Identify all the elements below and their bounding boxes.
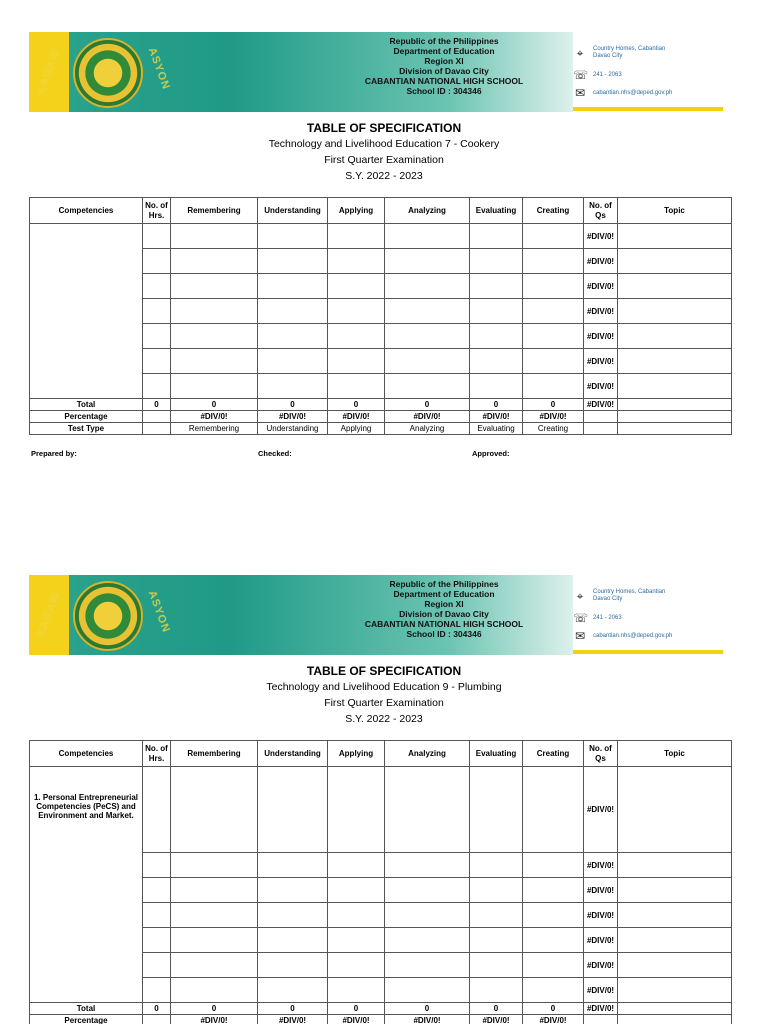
sheet-school-year: S.Y. 2022 - 2023 <box>345 170 423 182</box>
cell-understanding <box>258 324 328 349</box>
header-creating: Creating <box>523 198 584 224</box>
sheet-2-titles <box>0 663 768 727</box>
sheet-school-year: S.Y. 2022 - 2023 <box>345 713 423 725</box>
total-row <box>30 1003 732 1015</box>
cell-topic <box>618 853 732 878</box>
cell-qs: #DIV/0! <box>584 853 618 878</box>
total-analyzing: 0 <box>385 1003 470 1015</box>
sheet-subject: Technology and Livelihood Education 9 - Plumbing <box>266 681 502 693</box>
cell-analyzing <box>385 299 470 324</box>
cell-topic <box>618 374 732 399</box>
cell-understanding <box>258 249 328 274</box>
cell-hours <box>143 224 171 249</box>
specification-table-1 <box>29 197 732 435</box>
cell-creating <box>523 274 584 299</box>
percentage-applying: #DIV/0! <box>328 1015 385 1024</box>
cell-creating <box>523 299 584 324</box>
total-remembering: 0 <box>171 1003 258 1015</box>
cell-applying <box>328 928 385 953</box>
percentage-evaluating: #DIV/0! <box>470 411 523 423</box>
cell-topic <box>618 767 732 853</box>
cell-remembering <box>171 249 258 274</box>
cell-applying <box>328 903 385 928</box>
heading-republic: Republic of the Philippines <box>389 579 499 589</box>
header-remembering: Remembering <box>171 198 258 224</box>
total-label: Total <box>30 1003 143 1015</box>
location-pin-icon: ⌖ <box>576 588 584 603</box>
cell-remembering <box>171 903 258 928</box>
heading-republic: Republic of the Philippines <box>389 36 499 46</box>
cell-hours <box>143 274 171 299</box>
total-row <box>30 399 732 411</box>
heading-department: Department of Education <box>393 46 495 56</box>
cell-qs: #DIV/0! <box>584 978 618 1003</box>
cell-remembering <box>171 349 258 374</box>
seal-ring-text-right: ASYON <box>145 589 173 635</box>
percentage-applying: #DIV/0! <box>328 411 385 423</box>
total-applying: 0 <box>328 1003 385 1015</box>
sheet-title: TABLE OF SPECIFICATION <box>306 121 462 135</box>
cell-evaluating <box>470 953 523 978</box>
percentage-row <box>30 1015 732 1024</box>
cell-qs: #DIV/0! <box>584 767 618 853</box>
cell-qs: #DIV/0! <box>584 903 618 928</box>
cell-analyzing <box>385 374 470 399</box>
cell-topic <box>618 978 732 1003</box>
test-type-topic <box>618 423 732 435</box>
cell-hours <box>143 878 171 903</box>
percentage-qs <box>584 1015 618 1024</box>
cell-analyzing <box>385 953 470 978</box>
cell-applying <box>328 953 385 978</box>
location-pin-icon: ⌖ <box>576 45 584 60</box>
address-line-1: Country Homes, Cabantian <box>593 589 666 595</box>
phone-number: 241 - 2063 <box>593 615 622 621</box>
cell-hours <box>143 767 171 853</box>
phone-icon: ☏ <box>573 611 589 625</box>
test-type-applying: Applying <box>328 423 385 435</box>
contact-block <box>573 575 723 655</box>
cell-topic <box>618 349 732 374</box>
cell-topic <box>618 903 732 928</box>
total-hours: 0 <box>143 399 171 411</box>
test-type-row <box>30 423 732 435</box>
cell-evaluating <box>470 928 523 953</box>
percentage-remembering: #DIV/0! <box>171 411 258 423</box>
seal-ring-text-left: KAGAW <box>35 47 63 97</box>
cell-analyzing <box>385 224 470 249</box>
cell-analyzing <box>385 324 470 349</box>
header-analyzing: Analyzing <box>385 198 470 224</box>
heading-region: Region XI <box>424 56 464 66</box>
cell-qs: #DIV/0! <box>584 274 618 299</box>
cell-remembering <box>171 767 258 853</box>
cell-remembering <box>171 853 258 878</box>
cell-hours <box>143 903 171 928</box>
cell-understanding <box>258 274 328 299</box>
header-understanding: Understanding <box>258 198 328 224</box>
cell-topic <box>618 274 732 299</box>
total-topic <box>618 399 732 411</box>
school-seal-icon <box>73 38 143 108</box>
school-heading <box>319 36 569 96</box>
cell-hours <box>143 853 171 878</box>
percentage-hours <box>143 1015 171 1024</box>
phone-icon: ☏ <box>573 68 589 82</box>
percentage-topic <box>618 1015 732 1024</box>
cell-qs: #DIV/0! <box>584 299 618 324</box>
cell-hours <box>143 349 171 374</box>
total-analyzing: 0 <box>385 399 470 411</box>
percentage-analyzing: #DIV/0! <box>385 411 470 423</box>
sheet-subject: Technology and Livelihood Education 7 - Cookery <box>268 138 500 150</box>
cell-evaluating <box>470 878 523 903</box>
specification-table-2 <box>29 740 732 1024</box>
cell-understanding <box>258 224 328 249</box>
table-header-row <box>30 198 732 224</box>
cell-evaluating <box>470 249 523 274</box>
total-hours: 0 <box>143 1003 171 1015</box>
cell-qs: #DIV/0! <box>584 224 618 249</box>
test-type-analyzing: Analyzing <box>385 423 470 435</box>
test-type-evaluating: Evaluating <box>470 423 523 435</box>
contact-accent-bar <box>573 107 723 111</box>
percentage-understanding: #DIV/0! <box>258 411 328 423</box>
cell-creating <box>523 953 584 978</box>
header-analyzing: Analyzing <box>385 741 470 767</box>
cell-analyzing <box>385 349 470 374</box>
cell-hours <box>143 953 171 978</box>
heading-school: CABANTIAN NATIONAL HIGH SCHOOL <box>364 76 524 86</box>
total-understanding: 0 <box>258 1003 328 1015</box>
cell-creating <box>523 349 584 374</box>
cell-remembering <box>171 374 258 399</box>
cell-creating <box>523 324 584 349</box>
email-icon: ✉ <box>574 86 586 100</box>
total-creating: 0 <box>523 399 584 411</box>
cell-analyzing <box>385 903 470 928</box>
test-type-qs <box>584 423 618 435</box>
cell-topic <box>618 224 732 249</box>
email-address: cabantian.nhs@deped.gov.ph <box>593 90 673 96</box>
heading-division: Division of Davao City <box>399 66 489 76</box>
approved-label: Approved: <box>472 449 510 458</box>
cell-competencies <box>30 224 143 399</box>
checked-label: Checked: <box>258 449 292 458</box>
header-creating: Creating <box>523 741 584 767</box>
percentage-creating: #DIV/0! <box>523 1015 584 1024</box>
cell-hours <box>143 374 171 399</box>
heading-school-id: School ID : 304346 <box>406 86 482 96</box>
cell-analyzing <box>385 767 470 853</box>
header-qs: No. of Qs <box>584 198 618 224</box>
cell-applying <box>328 878 385 903</box>
cell-qs: #DIV/0! <box>584 928 618 953</box>
total-creating: 0 <box>523 1003 584 1015</box>
percentage-row <box>30 411 732 423</box>
percentage-label: Percentage <box>30 1015 143 1024</box>
contact-accent-bar <box>573 650 723 654</box>
cell-applying <box>328 324 385 349</box>
header-evaluating: Evaluating <box>470 198 523 224</box>
sheet-1-titles <box>0 120 768 184</box>
table-row <box>30 224 732 249</box>
cell-analyzing <box>385 878 470 903</box>
heading-division: Division of Davao City <box>399 609 489 619</box>
school-banner-2 <box>29 575 723 655</box>
school-banner <box>29 32 723 112</box>
percentage-analyzing: #DIV/0! <box>385 1015 470 1024</box>
percentage-creating: #DIV/0! <box>523 411 584 423</box>
cell-understanding <box>258 878 328 903</box>
cell-applying <box>328 274 385 299</box>
cell-evaluating <box>470 224 523 249</box>
cell-topic <box>618 249 732 274</box>
cell-remembering <box>171 878 258 903</box>
total-topic <box>618 1003 732 1015</box>
cell-applying <box>328 249 385 274</box>
percentage-understanding: #DIV/0! <box>258 1015 328 1024</box>
percentage-remembering: #DIV/0! <box>171 1015 258 1024</box>
contact-address <box>573 46 665 60</box>
cell-creating <box>523 978 584 1003</box>
cell-understanding <box>258 374 328 399</box>
cell-understanding <box>258 853 328 878</box>
cell-analyzing <box>385 928 470 953</box>
test-type-hours <box>143 423 171 435</box>
table-header-row <box>30 741 732 767</box>
cell-analyzing <box>385 249 470 274</box>
total-evaluating: 0 <box>470 399 523 411</box>
percentage-evaluating: #DIV/0! <box>470 1015 523 1024</box>
header-hours: No. of Hrs. <box>143 198 171 224</box>
cell-understanding <box>258 349 328 374</box>
cell-analyzing <box>385 978 470 1003</box>
header-applying: Applying <box>328 198 385 224</box>
total-applying: 0 <box>328 399 385 411</box>
address-line-2: Davao City <box>593 596 623 602</box>
test-type-remembering: Remembering <box>171 423 258 435</box>
total-evaluating: 0 <box>470 1003 523 1015</box>
cell-remembering <box>171 953 258 978</box>
cell-remembering <box>171 299 258 324</box>
cell-evaluating <box>470 324 523 349</box>
percentage-topic <box>618 411 732 423</box>
cell-evaluating <box>470 374 523 399</box>
total-understanding: 0 <box>258 399 328 411</box>
cell-creating <box>523 767 584 853</box>
test-type-understanding: Understanding <box>258 423 328 435</box>
cell-competencies: 1. Personal Entrepreneurial Competencies (PeCS) and Environment and Market. <box>30 767 143 1003</box>
address-line-2: Davao City <box>593 53 623 59</box>
total-qs: #DIV/0! <box>584 1003 618 1015</box>
percentage-qs <box>584 411 618 423</box>
seal-ring-text-left: KAGAW <box>35 590 63 640</box>
contact-block <box>573 32 723 112</box>
cell-creating <box>523 853 584 878</box>
cell-qs: #DIV/0! <box>584 878 618 903</box>
cell-hours <box>143 978 171 1003</box>
test-type-label: Test Type <box>30 423 143 435</box>
cell-understanding <box>258 903 328 928</box>
sheet-title: TABLE OF SPECIFICATION <box>306 664 462 678</box>
header-competencies: Competencies <box>30 741 143 767</box>
cell-creating <box>523 903 584 928</box>
header-understanding: Understanding <box>258 741 328 767</box>
cell-evaluating <box>470 767 523 853</box>
cell-remembering <box>171 928 258 953</box>
cell-hours <box>143 249 171 274</box>
header-applying: Applying <box>328 741 385 767</box>
cell-evaluating <box>470 349 523 374</box>
cell-creating <box>523 878 584 903</box>
total-qs: #DIV/0! <box>584 399 618 411</box>
cell-creating <box>523 928 584 953</box>
cell-understanding <box>258 299 328 324</box>
contact-address <box>573 589 665 603</box>
cell-qs: #DIV/0! <box>584 349 618 374</box>
heading-school-id: School ID : 304346 <box>406 629 482 639</box>
cell-topic <box>618 928 732 953</box>
cell-understanding <box>258 767 328 853</box>
header-topic: Topic <box>618 741 732 767</box>
cell-hours <box>143 324 171 349</box>
cell-remembering <box>171 324 258 349</box>
email-address: cabantian.nhs@deped.gov.ph <box>593 633 673 639</box>
seal-ring-text-right: ASYON <box>145 46 173 92</box>
cell-understanding <box>258 978 328 1003</box>
cell-applying <box>328 853 385 878</box>
cell-understanding <box>258 953 328 978</box>
cell-qs: #DIV/0! <box>584 374 618 399</box>
header-remembering: Remembering <box>171 741 258 767</box>
contact-phone <box>573 611 622 625</box>
cell-remembering <box>171 978 258 1003</box>
header-hours: No. of Hrs. <box>143 741 171 767</box>
cell-creating <box>523 224 584 249</box>
cell-creating <box>523 249 584 274</box>
contact-email <box>573 86 673 100</box>
percentage-hours <box>143 411 171 423</box>
header-competencies: Competencies <box>30 198 143 224</box>
cell-evaluating <box>470 978 523 1003</box>
test-type-creating: Creating <box>523 423 584 435</box>
cell-topic <box>618 953 732 978</box>
heading-school: CABANTIAN NATIONAL HIGH SCHOOL <box>364 619 524 629</box>
cell-applying <box>328 299 385 324</box>
prepared-by-label: Prepared by: <box>31 449 77 458</box>
cell-applying <box>328 978 385 1003</box>
cell-remembering <box>171 224 258 249</box>
sheet-exam: First Quarter Examination <box>324 697 444 709</box>
school-seal-icon <box>73 581 143 651</box>
school-heading <box>319 579 569 639</box>
cell-applying <box>328 374 385 399</box>
cell-analyzing <box>385 853 470 878</box>
percentage-label: Percentage <box>30 411 143 423</box>
heading-department: Department of Education <box>393 589 495 599</box>
header-topic: Topic <box>618 198 732 224</box>
cell-topic <box>618 299 732 324</box>
cell-evaluating <box>470 274 523 299</box>
cell-evaluating <box>470 299 523 324</box>
cell-hours <box>143 299 171 324</box>
header-evaluating: Evaluating <box>470 741 523 767</box>
cell-hours <box>143 928 171 953</box>
heading-region: Region XI <box>424 599 464 609</box>
contact-phone <box>573 68 622 82</box>
address-line-1: Country Homes, Cabantian <box>593 46 666 52</box>
cell-applying <box>328 224 385 249</box>
cell-qs: #DIV/0! <box>584 324 618 349</box>
cell-remembering <box>171 274 258 299</box>
phone-number: 241 - 2063 <box>593 72 622 78</box>
cell-topic <box>618 878 732 903</box>
table-row <box>30 767 732 853</box>
cell-topic <box>618 324 732 349</box>
cell-evaluating <box>470 903 523 928</box>
cell-creating <box>523 374 584 399</box>
cell-qs: #DIV/0! <box>584 249 618 274</box>
header-qs: No. of Qs <box>584 741 618 767</box>
total-remembering: 0 <box>171 399 258 411</box>
email-icon: ✉ <box>574 629 586 643</box>
cell-qs: #DIV/0! <box>584 953 618 978</box>
cell-applying <box>328 349 385 374</box>
contact-email <box>573 629 673 643</box>
cell-evaluating <box>470 853 523 878</box>
cell-understanding <box>258 928 328 953</box>
total-label: Total <box>30 399 143 411</box>
sheet-exam: First Quarter Examination <box>324 154 444 166</box>
cell-analyzing <box>385 274 470 299</box>
cell-applying <box>328 767 385 853</box>
